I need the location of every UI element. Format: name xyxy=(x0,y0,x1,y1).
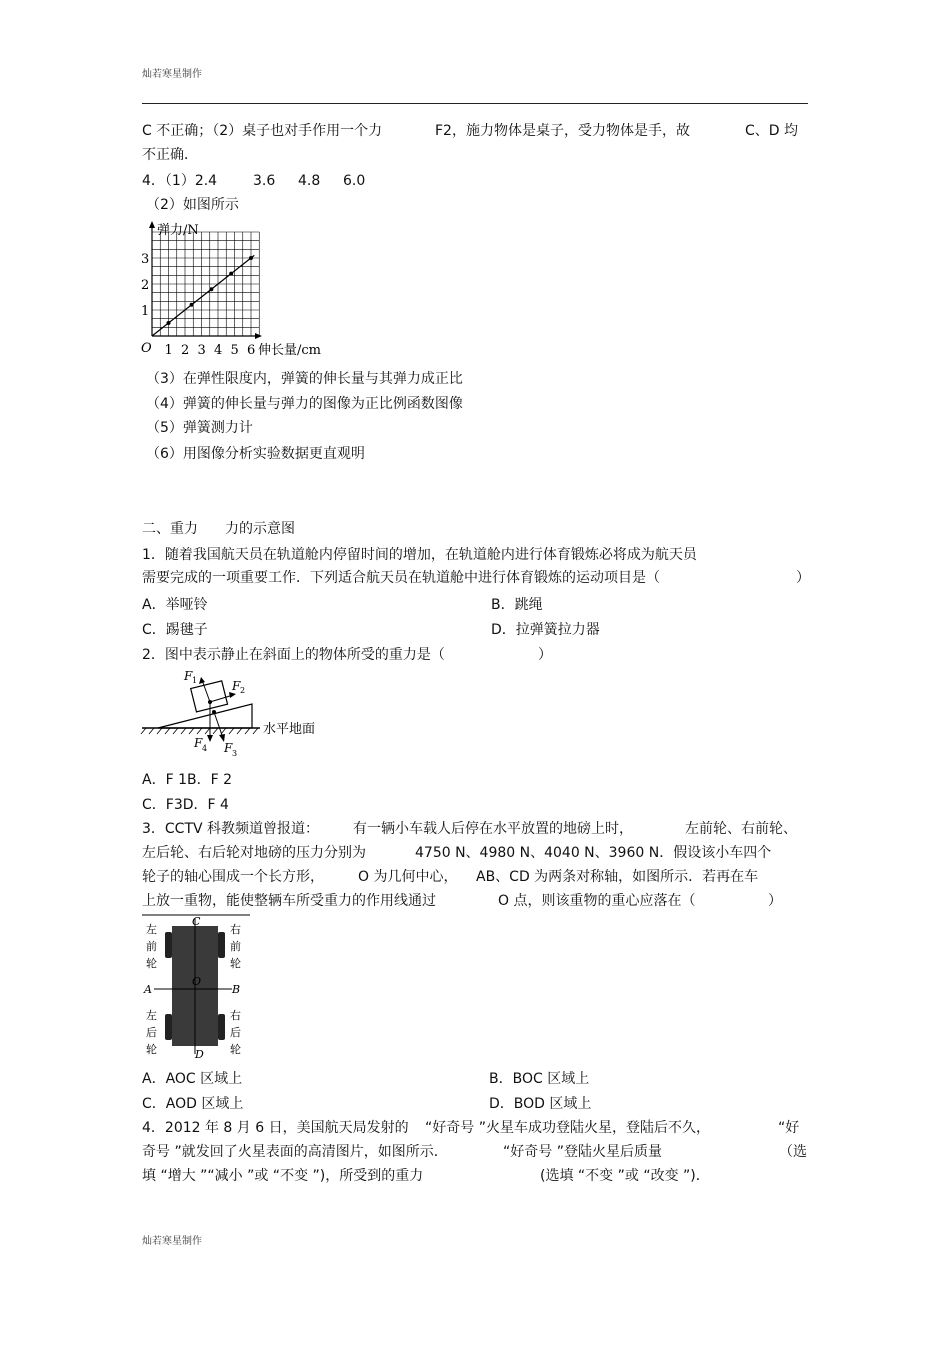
block xyxy=(191,681,228,712)
f2-label: F xyxy=(232,679,241,693)
q2-line1: 2．图中表示静止在斜面上的物体所受的重力是（ xyxy=(142,647,445,663)
f1-label: F xyxy=(184,669,193,683)
label-lf-1: 左 xyxy=(146,923,157,936)
page-footer: 灿若寒星制作 xyxy=(142,1236,202,1247)
f3-label: F xyxy=(224,741,233,755)
wheel-right-front xyxy=(218,932,225,958)
q1-line2: 需要完成的一项重要工作．下列适合航天员在轨道舱中进行体育锻炼的运动项目是（ xyxy=(142,570,660,586)
x-tick-label: 1 xyxy=(164,343,173,358)
f3-arrow xyxy=(214,712,223,738)
incline-figure xyxy=(140,668,330,760)
x-tick-label: 3 xyxy=(197,343,206,358)
f3-sub: 3 xyxy=(232,749,238,758)
q4-part4: （4）弹簧的伸长量与弹力的图像为正比例函数图像 xyxy=(146,396,463,412)
answer-line-1b: F2，施力物体是桌子，受力物体是手，故 xyxy=(435,123,690,139)
q3-line3c: AB、CD 为两条对称轴，如图所示．若再在车 xyxy=(476,869,759,885)
q4-part3: （3）在弹性限度内，弹簧的伸长量与其弹力成正比 xyxy=(146,371,463,387)
data-point xyxy=(209,287,213,291)
label-a: A xyxy=(144,983,152,996)
ground-label: 水平地面 xyxy=(263,722,316,737)
label-rr-1: 右 xyxy=(230,1009,241,1022)
q3-close: ） xyxy=(768,893,782,909)
data-point xyxy=(167,321,171,325)
q1-option-a: A．举哑铃 xyxy=(142,597,208,613)
q4-line1a: 4．2012 年 8 月 6 日，美国航天局发射的 xyxy=(142,1120,409,1136)
q3-line1c: 左前轮、右前轮、 xyxy=(685,821,797,837)
wheel-left-rear xyxy=(165,1014,172,1040)
label-rf-3: 轮 xyxy=(230,957,241,970)
y-tick-labels xyxy=(141,252,149,319)
q4-line1b: “好奇号 ”火星车成功登陆火星，登陆后不久， xyxy=(425,1120,710,1136)
wheel-right-rear xyxy=(218,1014,225,1040)
q4-part1: 4．（1）2.4 xyxy=(142,173,218,189)
q4-line2a: 奇号 ”就发回了火星表面的高清图片，如图所示． xyxy=(142,1144,448,1160)
x-tick-labels xyxy=(165,343,256,358)
q4-line1c: “好 xyxy=(778,1120,800,1136)
q1-option-c: C．踢毽子 xyxy=(142,622,208,638)
q2-close: ） xyxy=(538,647,552,663)
q3-option-d: D．BOD 区域上 xyxy=(489,1096,592,1112)
q3-line1b: 有一辆小车载人后停在水平放置的地磅上时， xyxy=(353,821,633,837)
q4-line3b: (选填 “不变 ”或 “改变 ”)． xyxy=(540,1168,710,1184)
y-tick-label: 2 xyxy=(141,278,150,293)
page-header: 灿若寒星制作 xyxy=(142,69,202,80)
x-tick-label: 2 xyxy=(181,343,190,358)
label-lr-1: 左 xyxy=(146,1009,157,1022)
q4-line2b: “好奇号 ”登陆火星后质量 xyxy=(503,1144,662,1160)
q3-option-c: C．AOD 区域上 xyxy=(142,1096,244,1112)
q3-line4a: 上放一重物，能使整辆车所受重力的作用线通过 xyxy=(142,893,436,909)
data-point xyxy=(190,303,194,307)
q3-option-a: A．AOC 区域上 xyxy=(142,1071,243,1087)
q3-line3b: O 为几何中心， xyxy=(358,869,458,885)
wheel-left-front xyxy=(165,932,172,958)
answer-line-1a: C 不正确；（2）桌子也对手作用一个力 xyxy=(142,123,383,139)
y-tick-label: 3 xyxy=(141,252,150,267)
label-rf-2: 前 xyxy=(230,940,241,953)
q3-line2a: 左后轮、右后轮对地磅的压力分别为 xyxy=(142,845,366,861)
y-axis-label: 弹力/N xyxy=(157,223,199,238)
label-lr-3: 轮 xyxy=(146,1043,157,1056)
q4-part2: （2）如图所示 xyxy=(146,197,239,213)
q4-part5: （5）弹簧测力计 xyxy=(146,420,253,436)
q1-option-b: B．跳绳 xyxy=(491,597,543,613)
origin-label: O xyxy=(141,341,152,356)
q2-options-cd: C．F3D．F 4 xyxy=(142,797,229,813)
header-divider xyxy=(142,103,808,104)
car-figure xyxy=(140,914,252,1060)
f2-sub: 2 xyxy=(240,686,246,695)
label-lr-2: 后 xyxy=(146,1026,157,1039)
chart-grid xyxy=(152,232,259,336)
f1-sub: 1 xyxy=(192,676,198,685)
section2-title-a: 二、重力 xyxy=(142,521,198,537)
label-rr-2: 后 xyxy=(230,1026,241,1039)
q4-line2c: （选 xyxy=(779,1144,807,1160)
q4-part6: （6）用图像分析实验数据更直观明 xyxy=(146,446,365,462)
data-point xyxy=(249,256,253,260)
data-point xyxy=(229,272,233,276)
q4-value-2: 3.6 xyxy=(253,173,276,189)
q4-value-4: 6.0 xyxy=(343,173,366,189)
y-axis-arrow xyxy=(149,221,155,228)
f4-label: F xyxy=(194,736,203,750)
q1-option-d: D．拉弹簧拉力器 xyxy=(491,622,600,638)
q1-close: ） xyxy=(796,570,810,586)
x-tick-label: 4 xyxy=(214,343,223,358)
q3-line4b: O 点，则该重物的重心应落在（ xyxy=(498,893,696,909)
label-c: C xyxy=(192,915,201,928)
q2-options-ab: A．F 1B．F 2 xyxy=(142,772,233,788)
label-rr-3: 轮 xyxy=(230,1043,241,1056)
x-tick-label: 5 xyxy=(230,343,239,358)
answer-line-2: 不正确． xyxy=(142,147,198,163)
label-lf-3: 轮 xyxy=(146,957,157,970)
f4-sub: 4 xyxy=(202,744,208,753)
y-tick-label: 1 xyxy=(141,304,150,319)
answer-line-1c: C、D 均 xyxy=(745,123,799,139)
x-axis-arrow xyxy=(255,333,262,339)
label-o: O xyxy=(192,975,202,988)
spring-chart xyxy=(138,218,338,360)
label-b: B xyxy=(232,983,241,996)
label-lf-2: 前 xyxy=(146,940,157,953)
q3-option-b: B．BOC 区域上 xyxy=(489,1071,590,1087)
section2-title-b: 力的示意图 xyxy=(225,521,295,537)
q3-line1a: 3．CCTV 科教频道曾报道： xyxy=(142,821,320,837)
q4-value-3: 4.8 xyxy=(298,173,321,189)
ground-hatch xyxy=(141,728,258,734)
q3-line3a: 轮子的轴心围成一个长方形， xyxy=(142,869,324,885)
q1-line1: 1．随着我国航天员在轨道舱内停留时间的增加，在轨道舱内进行体育锻炼必将成为航天员 xyxy=(142,547,697,563)
q3-line2b: 4750 N、4980 N、4040 N、3960 N．假设该小车四个 xyxy=(415,845,772,861)
data-series xyxy=(152,255,254,336)
label-d: D xyxy=(195,1048,204,1060)
label-rf-1: 右 xyxy=(230,923,241,936)
x-tick-label: 6 xyxy=(247,343,256,358)
q4-line3a: 填 “增大 ”“减小 ”或 “不变 ”)，所受到的重力 xyxy=(142,1168,424,1184)
x-axis-label: 伸长量/cm xyxy=(258,343,321,358)
